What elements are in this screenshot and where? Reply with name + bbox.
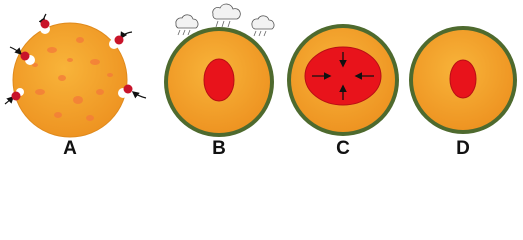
- cloud-2: [213, 4, 241, 27]
- impactor-2: [115, 32, 133, 45]
- panel-a-label: A: [63, 138, 77, 159]
- panel-b-core: [204, 59, 234, 101]
- panel-a-molten-earth: [5, 14, 146, 137]
- panel-d-label: D: [456, 138, 470, 159]
- panel-a-sphere: [13, 23, 127, 137]
- panel-c-core-growth: [287, 24, 399, 136]
- cloud-1: [176, 15, 198, 35]
- impactor-1: [41, 14, 50, 29]
- panel-d-layered-earth: [409, 26, 517, 134]
- panel-b-crust-formation: [164, 4, 274, 137]
- panel-b-label: B: [212, 138, 226, 159]
- panel-d-core: [450, 60, 476, 98]
- cloud-3: [252, 16, 274, 36]
- panel-c-label: C: [336, 138, 350, 159]
